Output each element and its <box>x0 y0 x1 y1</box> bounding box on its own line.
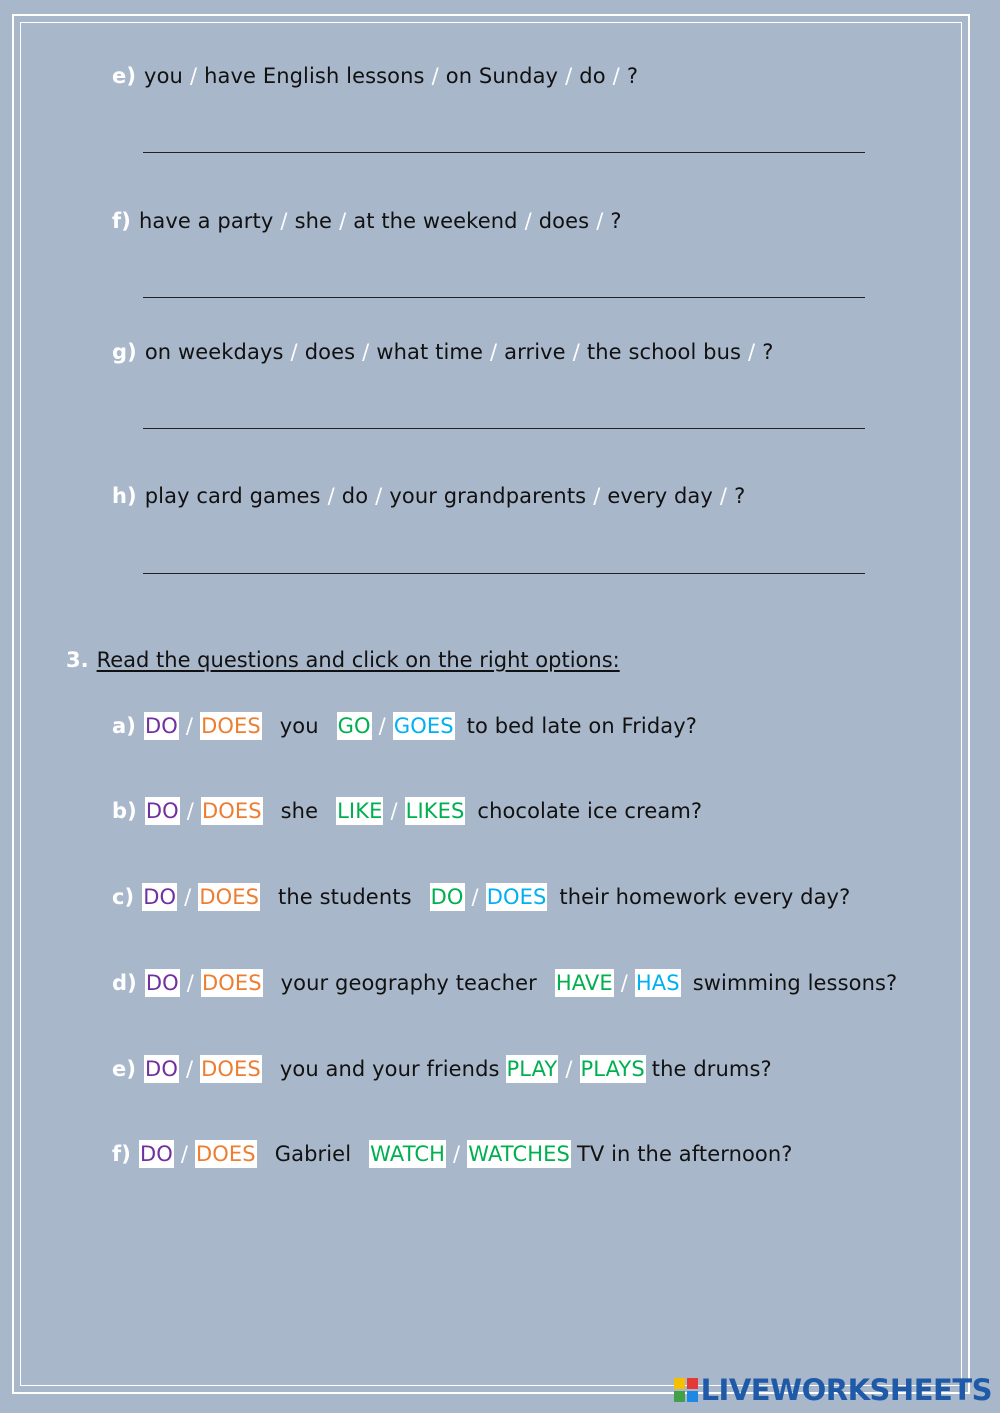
option-verb-s[interactable]: GOES <box>393 714 454 738</box>
choice-question-b <box>112 797 702 825</box>
exercise-3-heading <box>66 648 620 672</box>
word-chunk: the school bus <box>586 340 742 364</box>
question-label: f) <box>112 209 131 233</box>
option-do[interactable]: DO <box>145 1057 178 1081</box>
question-label: a) <box>112 714 136 738</box>
option-does[interactable]: DOES <box>201 971 262 995</box>
option-verb-s[interactable]: HAS <box>635 971 680 995</box>
word-chunk: ? <box>762 340 774 364</box>
slash-separator: / <box>189 64 198 88</box>
option-verb-s[interactable]: PLAYS <box>580 1057 645 1081</box>
subject-text: you and your friends <box>279 1057 500 1081</box>
option-does[interactable]: DOES <box>201 799 262 823</box>
slash-separator: / <box>719 484 728 508</box>
liveworksheets-logo <box>673 1373 992 1407</box>
slash-separator: / <box>453 1142 461 1166</box>
slash-separator: / <box>290 340 298 364</box>
option-does[interactable]: DOES <box>199 885 260 909</box>
choice-question-c <box>112 883 850 911</box>
answer-line-f[interactable] <box>143 297 865 298</box>
slash-separator: / <box>612 64 620 88</box>
question-rest: the drums? <box>651 1057 772 1081</box>
choice-question-f <box>112 1140 793 1168</box>
word-chunk: play card games <box>144 484 321 508</box>
scramble-question-g <box>112 340 773 364</box>
option-verb-base[interactable]: DO <box>430 885 464 909</box>
option-do[interactable]: DO <box>139 1142 173 1166</box>
question-label: e) <box>112 64 137 88</box>
option-does[interactable]: DOES <box>201 1057 261 1081</box>
question-label: h) <box>112 484 137 508</box>
slash-separator: / <box>362 340 370 364</box>
question-label: f) <box>112 1142 131 1166</box>
question-rest: TV in the afternoon? <box>576 1142 793 1166</box>
slash-separator: / <box>471 885 479 909</box>
slash-separator: / <box>184 885 192 909</box>
slash-separator: / <box>489 340 498 364</box>
word-chunk: have English lessons <box>204 64 425 88</box>
option-does[interactable]: DOES <box>201 714 261 738</box>
logo-text: LIVEWORKSHEETS <box>700 1373 992 1407</box>
scramble-question-h <box>112 484 745 508</box>
subject-text: you <box>279 714 319 738</box>
option-do[interactable]: DO <box>143 885 177 909</box>
slash-separator: / <box>280 209 288 233</box>
slash-separator: / <box>431 64 439 88</box>
word-chunk: at the weekend <box>353 209 518 233</box>
slash-separator: / <box>185 1057 194 1081</box>
slash-separator: / <box>565 64 573 88</box>
subject-text: your geography teacher <box>280 971 537 995</box>
word-chunk: ? <box>626 64 639 88</box>
slash-separator: / <box>327 484 335 508</box>
scramble-question-f <box>112 209 622 233</box>
question-rest: swimming lessons? <box>692 971 898 995</box>
question-label: c) <box>112 885 135 909</box>
exercise-instructions: Read the questions and click on the right options: <box>96 648 620 672</box>
option-do[interactable]: DO <box>144 714 178 738</box>
word-chunk: do <box>579 64 606 88</box>
question-label: b) <box>112 799 137 823</box>
option-do[interactable]: DO <box>145 971 179 995</box>
question-rest: their homework every day? <box>559 885 851 909</box>
option-verb-base[interactable]: LIKE <box>337 799 383 823</box>
option-verb-s[interactable]: LIKES <box>405 799 465 823</box>
word-chunk: ? <box>734 484 746 508</box>
subject-text: Gabriel <box>274 1142 352 1166</box>
word-chunk: arrive <box>504 340 566 364</box>
question-rest: to bed late on Friday? <box>466 714 698 738</box>
question-rest: chocolate ice cream? <box>477 799 703 823</box>
logo-icon <box>673 1377 699 1403</box>
word-chunk: have a party <box>138 209 274 233</box>
slash-separator: / <box>375 484 383 508</box>
option-verb-base[interactable]: WATCH <box>370 1142 446 1166</box>
subject-text: the students <box>278 885 412 909</box>
slash-separator: / <box>186 971 194 995</box>
choice-question-a <box>112 712 697 740</box>
word-chunk: your grandparents <box>389 484 587 508</box>
slash-separator: / <box>390 799 398 823</box>
word-chunk: does <box>304 340 356 364</box>
word-chunk: you <box>144 64 183 88</box>
word-chunk: every day <box>607 484 713 508</box>
word-chunk: ? <box>610 209 622 233</box>
choice-question-e <box>112 1055 772 1083</box>
subject-text: she <box>280 799 319 823</box>
question-label: g) <box>112 340 137 364</box>
slash-separator: / <box>748 340 756 364</box>
slash-separator: / <box>186 799 194 823</box>
answer-line-e[interactable] <box>143 152 865 153</box>
option-verb-base[interactable]: HAVE <box>555 971 613 995</box>
answer-line-h[interactable] <box>143 573 865 574</box>
exercise-number: 3. <box>66 648 89 672</box>
answer-line-g[interactable] <box>143 428 865 429</box>
word-chunk: she <box>294 209 333 233</box>
question-label: d) <box>112 971 137 995</box>
slash-separator: / <box>572 340 580 364</box>
word-chunk: on Sunday <box>445 64 559 88</box>
word-chunk: what time <box>376 340 483 364</box>
word-chunk: does <box>538 209 590 233</box>
option-verb-base[interactable]: PLAY <box>506 1057 558 1081</box>
slash-separator: / <box>620 971 628 995</box>
option-verb-s[interactable]: WATCHES <box>468 1142 570 1166</box>
slash-separator: / <box>185 714 194 738</box>
slash-separator: / <box>524 209 532 233</box>
word-chunk: on weekdays <box>144 340 284 364</box>
option-verb-base[interactable]: GO <box>337 714 371 738</box>
slash-separator: / <box>339 209 347 233</box>
option-does[interactable]: DOES <box>196 1142 256 1166</box>
option-verb-s[interactable]: DOES <box>486 885 547 909</box>
slash-separator: / <box>565 1057 573 1081</box>
question-label: e) <box>112 1057 137 1081</box>
option-do[interactable]: DO <box>145 799 179 823</box>
choice-question-d <box>112 969 897 997</box>
slash-separator: / <box>180 1142 189 1166</box>
scramble-question-e <box>112 64 638 88</box>
slash-separator: / <box>378 714 386 738</box>
slash-separator: / <box>593 484 601 508</box>
slash-separator: / <box>596 209 604 233</box>
word-chunk: do <box>341 484 369 508</box>
